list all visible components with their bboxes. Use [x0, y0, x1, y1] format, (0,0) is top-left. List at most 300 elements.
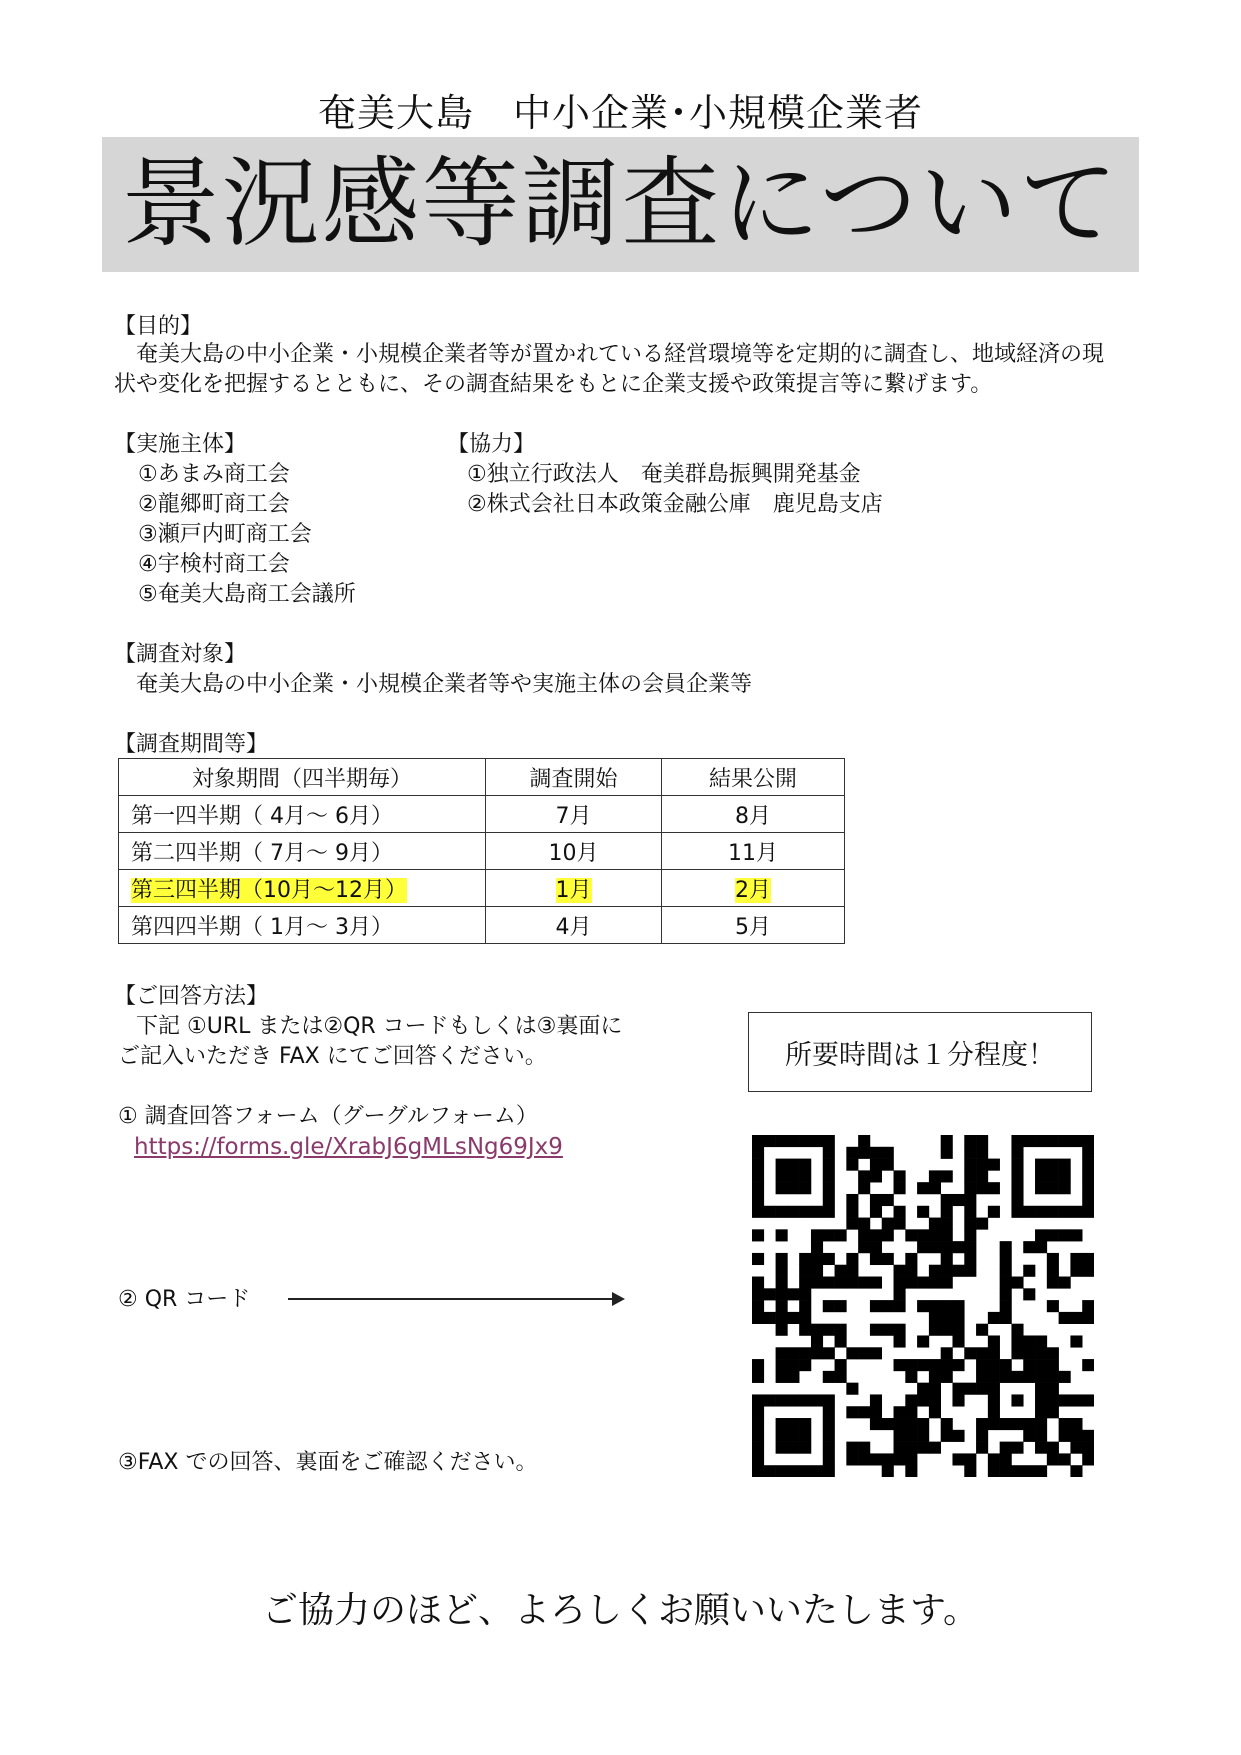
qr-module [799, 1465, 811, 1477]
qr-module [894, 1277, 906, 1289]
qr-module [941, 1418, 953, 1430]
qr-module [1000, 1371, 1012, 1383]
qr-module [799, 1253, 811, 1265]
qr-module [776, 1300, 788, 1312]
qr-module [776, 1324, 788, 1336]
qr-module [894, 1418, 906, 1430]
qr-module [905, 1453, 917, 1465]
qr-module [882, 1418, 894, 1430]
method2-label: ② QR コード [118, 1287, 251, 1312]
qr-module [764, 1206, 776, 1218]
qr-module [846, 1194, 858, 1206]
qr-module [988, 1359, 1000, 1371]
qr-module [1059, 1453, 1071, 1465]
publish-cell: 8月 [662, 796, 845, 833]
qr-module [870, 1453, 882, 1465]
cooperation-heading: 【協力】 [447, 432, 536, 457]
qr-module [776, 1371, 788, 1383]
qr-module [846, 1442, 858, 1454]
qr-module [941, 1147, 953, 1159]
qr-module [894, 1442, 906, 1454]
qr-module [1047, 1229, 1059, 1241]
qr-module [858, 1277, 870, 1289]
qr-module [976, 1147, 988, 1159]
qr-module [894, 1288, 906, 1300]
qr-module [776, 1229, 788, 1241]
qr-module [823, 1253, 835, 1265]
qr-module [823, 1206, 835, 1218]
start-cell: 4月 [486, 907, 662, 944]
qr-module [964, 1182, 976, 1194]
qr-module [1023, 1418, 1035, 1430]
qr-module [787, 1288, 799, 1300]
qr-module [929, 1324, 941, 1336]
qr-module [1082, 1147, 1094, 1159]
arrow-right-icon [288, 1298, 623, 1300]
qr-module [1059, 1277, 1071, 1289]
qr-module [976, 1347, 988, 1359]
qr-module [964, 1206, 976, 1218]
qr-module [752, 1159, 764, 1171]
qr-module [976, 1218, 988, 1230]
qr-module [941, 1253, 953, 1265]
qr-module [964, 1465, 976, 1477]
qr-module [811, 1229, 823, 1241]
qr-module [870, 1394, 882, 1406]
qr-module [882, 1253, 894, 1265]
qr-module [1000, 1253, 1012, 1265]
qr-module [952, 1194, 964, 1206]
qr-module [870, 1147, 882, 1159]
qr-module [929, 1383, 941, 1395]
qr-module [941, 1347, 953, 1359]
qr-module [964, 1159, 976, 1171]
schedule-heading: 【調査期間等】 [114, 732, 269, 757]
period-cell: 第四四半期（ 1月～ 3月） [119, 907, 486, 944]
qr-module [752, 1442, 764, 1454]
qr-module [870, 1300, 882, 1312]
qr-module [870, 1418, 882, 1430]
qr-module [1047, 1170, 1059, 1182]
qr-module [1000, 1453, 1012, 1465]
qr-module [787, 1394, 799, 1406]
qr-module [1059, 1182, 1071, 1194]
qr-module [799, 1135, 811, 1147]
qr-module [929, 1312, 941, 1324]
qr-module [858, 1182, 870, 1194]
qr-module [835, 1359, 847, 1371]
qr-module [941, 1300, 953, 1312]
qr-module [823, 1170, 835, 1182]
qr-module [929, 1218, 941, 1230]
qr-module [988, 1453, 1000, 1465]
qr-module [894, 1170, 906, 1182]
qr-module [1023, 1265, 1035, 1277]
qr-module [952, 1300, 964, 1312]
qr-module [882, 1229, 894, 1241]
qr-module [894, 1300, 906, 1312]
qr-module [799, 1430, 811, 1442]
highlighted-text: 第三四半期（10月～12月） [131, 877, 407, 903]
qr-module [1070, 1253, 1082, 1265]
qr-module [776, 1170, 788, 1182]
purpose-heading: 【目的】 [114, 314, 203, 339]
qr-module [752, 1229, 764, 1241]
qr-module [1011, 1147, 1023, 1159]
qr-module [1023, 1335, 1035, 1347]
qr-module [823, 1182, 835, 1194]
answer-line-1: 下記 ①URL または②QR コードもしくは③裏面に [114, 1014, 623, 1039]
qr-module [1082, 1430, 1094, 1442]
qr-module [811, 1206, 823, 1218]
qr-module [1082, 1442, 1094, 1454]
qr-module [941, 1194, 953, 1206]
qr-module [823, 1300, 835, 1312]
qr-module [952, 1335, 964, 1347]
qr-module [882, 1324, 894, 1336]
qr-module [776, 1253, 788, 1265]
cooperation-item: ②株式会社日本政策金融公庫 鹿児島支店 [467, 492, 883, 517]
qr-module [905, 1394, 917, 1406]
qr-module [776, 1359, 788, 1371]
qr-module [846, 1406, 858, 1418]
qr-module [1070, 1135, 1082, 1147]
qr-module [1059, 1430, 1071, 1442]
qr-module [823, 1442, 835, 1454]
qr-module [988, 1371, 1000, 1383]
qr-module [952, 1312, 964, 1324]
qr-module [858, 1170, 870, 1182]
qr-module [905, 1253, 917, 1265]
qr-module [882, 1300, 894, 1312]
qr-module [870, 1206, 882, 1218]
qr-module [870, 1170, 882, 1182]
qr-module [799, 1418, 811, 1430]
qr-module [929, 1265, 941, 1277]
table-row-highlighted [119, 870, 845, 907]
qr-module [776, 1265, 788, 1277]
qr-module [894, 1182, 906, 1194]
qr-module [799, 1159, 811, 1171]
qr-module [1070, 1265, 1082, 1277]
qr-module [811, 1465, 823, 1477]
qr-module [1047, 1277, 1059, 1289]
qr-module [1035, 1135, 1047, 1147]
qr-module [905, 1277, 917, 1289]
qr-module [917, 1442, 929, 1454]
qr-module [1059, 1371, 1071, 1383]
qr-module [976, 1182, 988, 1194]
qr-module [917, 1300, 929, 1312]
qr-module [1070, 1430, 1082, 1442]
qr-module [776, 1465, 788, 1477]
qr-module [823, 1324, 835, 1336]
qr-module [905, 1265, 917, 1277]
qr-module [835, 1265, 847, 1277]
qr-module [823, 1465, 835, 1477]
qr-module [905, 1371, 917, 1383]
qr-module [929, 1277, 941, 1289]
qr-module [976, 1371, 988, 1383]
qr-module [917, 1229, 929, 1241]
qr-module [799, 1394, 811, 1406]
qr-module [976, 1430, 988, 1442]
qr-module [776, 1347, 788, 1359]
qr-module [941, 1371, 953, 1383]
qr-module [870, 1194, 882, 1206]
qr-module [858, 1347, 870, 1359]
qr-module [882, 1147, 894, 1159]
qr-module [858, 1406, 870, 1418]
qr-module [799, 1312, 811, 1324]
qr-module [752, 1277, 764, 1289]
qr-module [1047, 1347, 1059, 1359]
target-heading: 【調査対象】 [114, 642, 247, 667]
qr-module [1082, 1394, 1094, 1406]
period-cell: 第二四半期（ 7月～ 9月） [119, 833, 486, 870]
qr-module [917, 1277, 929, 1289]
qr-module [952, 1430, 964, 1442]
qr-module [799, 1206, 811, 1218]
qr-module [846, 1159, 858, 1171]
qr-module [988, 1206, 1000, 1218]
qr-module [811, 1253, 823, 1265]
qr-module [1000, 1442, 1012, 1454]
qr-module [1082, 1265, 1094, 1277]
qr-module [1011, 1335, 1023, 1347]
qr-module [870, 1347, 882, 1359]
qr-module [941, 1135, 953, 1147]
qr-module [799, 1442, 811, 1454]
qr-module [964, 1229, 976, 1241]
qr-module [964, 1253, 976, 1265]
qr-module [764, 1288, 776, 1300]
qr-module [776, 1442, 788, 1454]
qr-module [799, 1182, 811, 1194]
qr-module [752, 1312, 764, 1324]
qr-module [1011, 1442, 1023, 1454]
qr-module [1035, 1182, 1047, 1194]
qr-module [1082, 1182, 1094, 1194]
qr-module [1082, 1170, 1094, 1182]
qr-module [870, 1229, 882, 1241]
qr-module [870, 1324, 882, 1336]
qr-module [846, 1218, 858, 1230]
qr-module [1047, 1371, 1059, 1383]
qr-module [1047, 1182, 1059, 1194]
qr-module [1059, 1135, 1071, 1147]
purpose-line-2: 状や変化を把握するとともに、その調査結果をもとに企業支援や政策提言等に繋げます。 [114, 372, 993, 397]
qr-module [1011, 1159, 1023, 1171]
qr-module [941, 1359, 953, 1371]
qr-module [811, 1135, 823, 1147]
method1-label: ① 調査回答フォーム（グーグルフォーム） [118, 1104, 538, 1129]
qr-module [929, 1300, 941, 1312]
qr-module [752, 1135, 764, 1147]
qr-module [823, 1430, 835, 1442]
qr-module [787, 1312, 799, 1324]
qr-module [799, 1347, 811, 1359]
method3-label: ③FAX での回答、裏面をご確認ください。 [118, 1450, 538, 1475]
qr-module [787, 1442, 799, 1454]
qr-module [941, 1218, 953, 1230]
qr-module [787, 1430, 799, 1442]
qr-module [1047, 1265, 1059, 1277]
qr-module [846, 1206, 858, 1218]
qr-module [917, 1182, 929, 1194]
qr-module [929, 1394, 941, 1406]
highlighted-text: 1月 [555, 877, 592, 903]
qr-module [941, 1324, 953, 1336]
qr-module [1070, 1442, 1082, 1454]
qr-module [1000, 1288, 1012, 1300]
qr-module [905, 1465, 917, 1477]
qr-module [988, 1182, 1000, 1194]
purpose-line-1: 奄美大島の中小企業・小規模企業者等が置かれている経営環境等を定期的に調査し、地域経済の現 [114, 342, 1105, 367]
qr-module [752, 1465, 764, 1477]
qr-module [1000, 1312, 1012, 1324]
qr-module [823, 1135, 835, 1147]
qr-module [787, 1371, 799, 1383]
qr-module [976, 1170, 988, 1182]
qr-module [941, 1229, 953, 1241]
qr-module [917, 1394, 929, 1406]
qr-module [988, 1418, 1000, 1430]
qr-module [929, 1371, 941, 1383]
qr-module [1059, 1312, 1071, 1324]
qr-module [941, 1277, 953, 1289]
column-header: 調査開始 [486, 759, 662, 796]
qr-module [811, 1277, 823, 1289]
qr-module [811, 1347, 823, 1359]
qr-module [1023, 1465, 1035, 1477]
qr-module [787, 1135, 799, 1147]
qr-module [870, 1159, 882, 1171]
qr-module [823, 1453, 835, 1465]
qr-module [1011, 1206, 1023, 1218]
qr-module [776, 1312, 788, 1324]
period-cell: 第一四半期（ 4月～ 6月） [119, 796, 486, 833]
qr-module [952, 1241, 964, 1253]
qr-module [976, 1135, 988, 1147]
qr-module [941, 1312, 953, 1324]
qr-module [1000, 1277, 1012, 1289]
qr-module [952, 1453, 964, 1465]
cooperation-item: ①独立行政法人 奄美群島振興開発基金 [467, 462, 861, 487]
start-cell: 10月 [486, 833, 662, 870]
qr-module [1070, 1312, 1082, 1324]
qr-module [905, 1442, 917, 1454]
qr-module [752, 1288, 764, 1300]
qr-module [823, 1371, 835, 1383]
qr-module [1070, 1418, 1082, 1430]
qr-module [1070, 1206, 1082, 1218]
qr-module [1082, 1135, 1094, 1147]
qr-module [846, 1453, 858, 1465]
qr-module [752, 1406, 764, 1418]
qr-module [929, 1182, 941, 1194]
subtitle: 奄美大島 中小企業･小規模企業者 [317, 91, 923, 135]
qr-module [952, 1383, 964, 1395]
qr-module [1023, 1241, 1035, 1253]
qr-module [964, 1347, 976, 1359]
qr-module [929, 1241, 941, 1253]
target-text: 奄美大島の中小企業・小規模企業者等や実施主体の会員企業等 [114, 672, 753, 697]
qr-module [799, 1288, 811, 1300]
qr-module [1000, 1241, 1012, 1253]
qr-module [823, 1418, 835, 1430]
qr-module [976, 1442, 988, 1454]
qr-module [1047, 1159, 1059, 1171]
qr-module [752, 1206, 764, 1218]
qr-module [1082, 1453, 1094, 1465]
qr-code[interactable] [752, 1135, 1094, 1477]
qr-module [1011, 1465, 1023, 1477]
qr-module [917, 1206, 929, 1218]
qr-module [858, 1241, 870, 1253]
organizer-item: ①あまみ商工会 [138, 462, 290, 487]
organizers-heading: 【実施主体】 [114, 432, 247, 457]
qr-module [870, 1277, 882, 1289]
qr-module [988, 1159, 1000, 1171]
qr-module [917, 1383, 929, 1395]
form-url-link[interactable]: https://forms.gle/XrabJ6gMLsNg69Jx9 [134, 1134, 563, 1160]
qr-module [1047, 1135, 1059, 1147]
qr-module [1011, 1418, 1023, 1430]
qr-module [1047, 1394, 1059, 1406]
qr-module [1000, 1300, 1012, 1312]
qr-module [858, 1453, 870, 1465]
qr-module [1059, 1170, 1071, 1182]
qr-module [823, 1159, 835, 1171]
qr-module [1011, 1324, 1023, 1336]
column-header: 結果公開 [662, 759, 845, 796]
qr-module [1035, 1159, 1047, 1171]
qr-module [1011, 1347, 1023, 1359]
qr-module [811, 1324, 823, 1336]
qr-module [1035, 1170, 1047, 1182]
qr-module [1035, 1229, 1047, 1241]
qr-module [952, 1394, 964, 1406]
qr-module [764, 1135, 776, 1147]
table-header-row [119, 759, 845, 796]
qr-module [823, 1394, 835, 1406]
qr-module [988, 1383, 1000, 1395]
qr-module [752, 1170, 764, 1182]
qr-module [823, 1194, 835, 1206]
qr-module [835, 1277, 847, 1289]
table-row [119, 833, 845, 870]
qr-module [917, 1418, 929, 1430]
qr-module [846, 1383, 858, 1395]
qr-module [988, 1465, 1000, 1477]
qr-module [1023, 1359, 1035, 1371]
qr-module [752, 1359, 764, 1371]
qr-module [964, 1241, 976, 1253]
qr-module [976, 1418, 988, 1430]
qr-module [752, 1418, 764, 1430]
qr-module [1047, 1206, 1059, 1218]
qr-module [787, 1206, 799, 1218]
qr-module [776, 1288, 788, 1300]
qr-module [1035, 1465, 1047, 1477]
qr-module [823, 1147, 835, 1159]
period-cell [119, 870, 486, 907]
answer-line-2: ご記入いただき FAX にてご回答ください。 [118, 1044, 547, 1069]
qr-module [787, 1170, 799, 1182]
qr-module [894, 1430, 906, 1442]
qr-module [1011, 1135, 1023, 1147]
